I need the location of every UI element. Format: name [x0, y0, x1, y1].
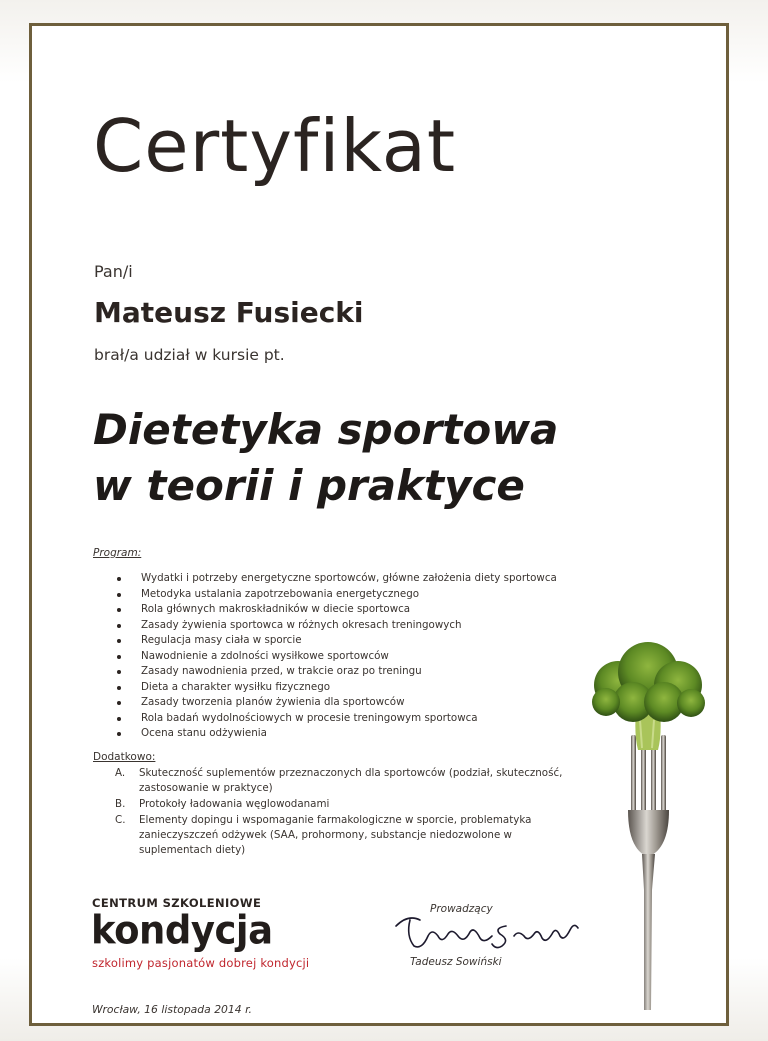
- extras-item-text: Skuteczność suplementów przeznaczonych dla sportowców (podział, skuteczność, zastosowanie w praktyce): [139, 767, 563, 794]
- program-list: [107, 571, 557, 742]
- extras-heading: Dodatkowo:: [93, 751, 156, 763]
- extras-item-text: Elementy dopingu i wspomaganie farmakologiczne w sporcie, problematyka zanieczyszczeń odżywek (SAA, prohormony, substancje niedozwolone w suplementach diety): [139, 814, 532, 856]
- course-title-line-2: w teorii i praktyce: [93, 461, 525, 510]
- extras-item-text: Protokoły ładowania węglowodanami: [139, 798, 330, 810]
- program-item: Dieta a charakter wysiłku fizycznego: [107, 680, 557, 696]
- signature-image: [388, 906, 588, 956]
- extras-item-letter: C.: [115, 814, 126, 826]
- program-item: Regulacja masy ciała w sporcie: [107, 633, 557, 649]
- certificate-title: Certyfikat: [93, 104, 457, 188]
- leader-name: Tadeusz Sowiński: [410, 956, 502, 968]
- course-title: [93, 402, 558, 514]
- program-item: Wydatki i potrzeby energetyczne sportowców, główne założenia diety sportowca: [107, 571, 557, 587]
- extras-item-letter: A.: [115, 767, 126, 779]
- leader-label: Prowadzący: [430, 903, 493, 915]
- program-item: Nawodnienie a zdolności wysiłkowe sportowców: [107, 649, 557, 665]
- program-item: Zasady tworzenia planów żywienia dla sportowców: [107, 695, 557, 711]
- program-item: Rola głównych makroskładników w diecie sportowca: [107, 602, 557, 618]
- program-heading: Program:: [93, 547, 142, 559]
- program-item: Zasady nawodnienia przed, w trakcie oraz po treningu: [107, 664, 557, 680]
- issue-date: Wrocław, 16 listopada 2014 r.: [92, 1003, 252, 1016]
- course-title-line-1: Dietetyka sportowa: [93, 405, 559, 454]
- organizer-logo: kondycja: [91, 907, 273, 954]
- extras-item: [107, 797, 579, 812]
- extras-item: [107, 766, 579, 796]
- organizer-top-label: CENTRUM SZKOLENIOWE: [92, 896, 262, 910]
- extras-item: [107, 813, 579, 858]
- participation-text: brał/a udział w kursie pt.: [94, 346, 285, 364]
- extras-list: [107, 766, 579, 859]
- program-item: Ocena stanu odżywienia: [107, 726, 557, 742]
- recipient-name: Mateusz Fusiecki: [94, 296, 364, 329]
- salutation: Pan/i: [94, 262, 133, 281]
- program-item: Zasady żywienia sportowca w różnych okresach treningowych: [107, 618, 557, 634]
- broccoli-on-fork-image: [578, 640, 718, 1010]
- program-item: Rola badań wydolnościowych w procesie treningowym sportowca: [107, 711, 557, 727]
- extras-item-letter: B.: [115, 798, 126, 810]
- program-item: Metodyka ustalania zapotrzebowania energetycznego: [107, 587, 557, 603]
- organizer-tagline: szkolimy pasjonatów dobrej kondycji: [92, 956, 310, 970]
